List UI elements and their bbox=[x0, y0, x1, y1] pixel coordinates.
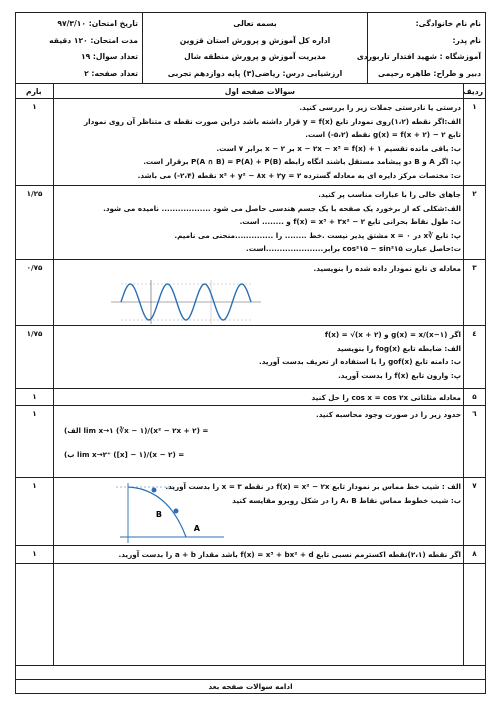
exam-header bbox=[16, 13, 485, 84]
question-score: ۱ bbox=[32, 392, 37, 401]
point-b bbox=[174, 509, 179, 514]
question-row bbox=[16, 326, 485, 389]
column-headers bbox=[16, 84, 485, 99]
question-line: اگر g(x) = x/(x−۱) و f(x) = √(x + ۲) bbox=[324, 330, 461, 339]
question-body bbox=[56, 391, 461, 405]
question-score: ۱ bbox=[32, 549, 37, 558]
label-b: B bbox=[155, 510, 162, 519]
student-info bbox=[356, 13, 485, 84]
question-number: ۳ bbox=[472, 263, 477, 272]
question-score: ۱/۲۵ bbox=[26, 189, 43, 198]
father-name: نام پدر: bbox=[452, 35, 481, 45]
question-row bbox=[16, 186, 485, 260]
question-score: ۱ bbox=[32, 481, 37, 490]
question-line: ب: طول نقاط بحرانی تابع f(x) = x³ + ۳x² − ۲ و ........ است. bbox=[239, 217, 461, 226]
question-line: پ: اگر A و B دو پیشامد مستقل باشند انگاه رابطه P(A ∩ B) = P(A) + P(B) برقرار است. bbox=[143, 157, 461, 166]
basmala: بسمه تعالی bbox=[233, 19, 277, 28]
question-line: اگر نقطه (۲،۱)نقطه اکسترمم نسبی تابع f(x) = x³ + bx² + d باشد مقدار a + b را بدست آورید. bbox=[118, 550, 461, 559]
tangent-graph bbox=[116, 481, 226, 545]
question-number: ٦ bbox=[472, 409, 477, 418]
question-line: حدود زیر را در صورت وجود محاسبه کنید. bbox=[315, 410, 461, 419]
course-name: ارزشیابی درس: ریاضی(۳) پایه دوازدهم تجربی bbox=[167, 68, 343, 78]
question-line: ب: دامنه تابع gof(x) را با استفاده از تعریف بدست آورید. bbox=[259, 357, 461, 366]
score-header: بارم bbox=[26, 87, 42, 96]
question-row bbox=[16, 546, 485, 564]
question-line: تابع g(x) = f(x + ۲) − ۲ نقطه (۵،۲-) است. bbox=[305, 130, 461, 139]
continue-note: ادامه سوالات صفحه بعد bbox=[16, 679, 485, 693]
question-row bbox=[16, 389, 485, 406]
question-number: ٤ bbox=[472, 329, 477, 338]
exam-date: تاریخ امتحان: ۹۷/۳/۱۰ bbox=[57, 19, 138, 28]
question-line: پ: وارون تابع f(x) را بدست آورید. bbox=[338, 370, 461, 380]
question-number: ۲ bbox=[472, 189, 477, 198]
question-line: ب: شیب خطوط مماس نقاط A، B را در شکل روبرو مقایسه کنید bbox=[232, 495, 461, 505]
question-line: معادله مثلثاتی cos x = cos ۲x را حل کنید bbox=[311, 393, 461, 402]
question-row bbox=[16, 478, 485, 546]
question-count: تعداد سوال: ۱۹ bbox=[80, 52, 138, 61]
question-score: ۱ bbox=[32, 409, 37, 418]
question-number: ۱ bbox=[472, 102, 477, 111]
question-row bbox=[16, 99, 485, 186]
question-line: الف:اگر نقطه (۱،۲)روی نمودار تابع y = f(x) قرار داشته باشد دراین صورت نقطه ی متناظر آن روی نمودار bbox=[84, 116, 461, 126]
question-row bbox=[16, 260, 485, 326]
question-line: ب: باقی مانده تقسیم ۱ + x − ۲x − x³ = f(x) بر ۲ − x برابر ۷ است. bbox=[216, 143, 461, 153]
radif-header: ردیف bbox=[462, 87, 483, 96]
exam-page bbox=[15, 12, 486, 694]
question-line: درستی یا نادرستی جملات زیر را بررسی کنید. bbox=[299, 103, 461, 112]
question-line: الف : شیب خط مماس بر نمودار تابع f(x) = x² − ۲x در نقطه ۳ = x را بدست آورید. bbox=[165, 482, 461, 491]
blank-row bbox=[16, 665, 485, 679]
question-score: ۰/۷۵ bbox=[26, 263, 43, 272]
question-line: الف: ضابطه تابع fog(x) را بنویسید bbox=[336, 343, 461, 353]
question-number: ۸ bbox=[472, 549, 477, 558]
question-body bbox=[56, 408, 461, 459]
question-number: ۵ bbox=[472, 392, 477, 401]
student-name: نام نام خانوادگی: bbox=[415, 19, 481, 28]
exam-meta bbox=[16, 13, 142, 84]
question-line: ت:حاصل عبارت cos²۱۵ − sin²۱۵ برابر.....................است. bbox=[246, 244, 461, 253]
question-score: ۱/۷۵ bbox=[26, 329, 43, 338]
question-body bbox=[56, 188, 461, 256]
question-number: ۷ bbox=[472, 481, 477, 490]
question-line: معادله ی تابع نمودار داده شده را بنویسید. bbox=[313, 264, 461, 273]
teacher-name: دبیر و طراح: طاهره رحیمی bbox=[377, 68, 481, 78]
question-body bbox=[56, 101, 461, 182]
question-score: ۱ bbox=[32, 102, 37, 111]
point-a bbox=[152, 488, 157, 493]
question-line: پ: تابع ∛x در x = ۰ مشتق پذیر نیست .خط ........ را ..............منحنی می نامیم. bbox=[174, 230, 461, 240]
questions-header: سوالات صفحه اول bbox=[224, 87, 295, 96]
question-body bbox=[56, 548, 461, 562]
question-body bbox=[56, 262, 461, 276]
sine-graph bbox=[111, 278, 261, 326]
question-line: ت: مختصات مرکز دایره ای به معادله گسترده ۲ = x² + y² − ۸x + ۲y نقطه (۲،۴-) می باشد. bbox=[137, 170, 461, 180]
question-row bbox=[16, 406, 485, 478]
office-name: اداره کل آموزش و پرورش استان قزوین bbox=[179, 35, 331, 45]
limit-expression-a: (الف lim x→۱ (∛x − ۱)/(x² − ۲x + ۲) = bbox=[64, 426, 209, 435]
district-name: مدیریت آموزش و پرورش منطقه شال bbox=[184, 52, 326, 61]
page-count: تعداد صفحه: ۲ bbox=[84, 68, 138, 78]
exam-duration: مدت امتحان: ۱۲۰ دقیقه bbox=[49, 35, 138, 45]
limit-expression-b: (ب lim x→۲⁺ ([x] − ۱)/(x − ۲) = bbox=[64, 450, 185, 459]
question-line: الف:شکلی که از برخورد یک صفحه با یک جسم هندسی حاصل می شود .................. نامیده می شود. bbox=[103, 203, 461, 213]
school-name: آموزشگاه : شهید افتدار تاربوردی bbox=[356, 52, 481, 61]
exam-title-block bbox=[142, 13, 367, 84]
question-line: جاهای خالی را با عبارات مناسب پر کنید. bbox=[318, 190, 461, 199]
question-body bbox=[56, 328, 461, 382]
label-a: A bbox=[193, 524, 200, 533]
question-body bbox=[56, 480, 461, 533]
